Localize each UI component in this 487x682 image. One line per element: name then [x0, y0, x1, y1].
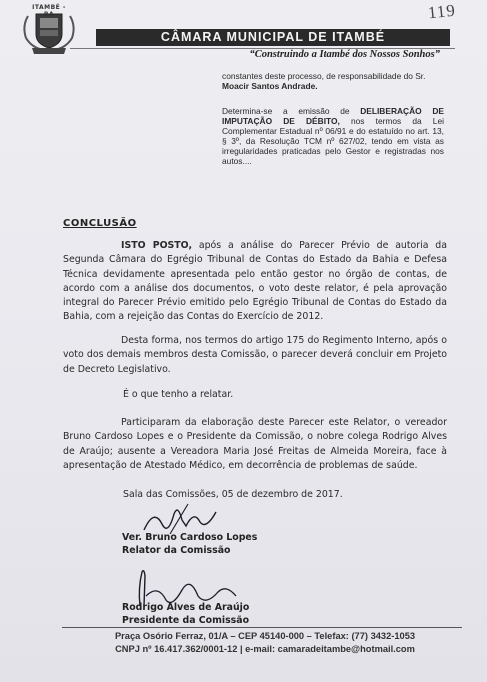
footer-contact: CNPJ nº 16.417.362/0001-12 | e-mail: camaradeitambe@hotmail.com	[115, 644, 415, 654]
isto-posto: ISTO POSTO,	[121, 240, 193, 251]
page-number: 119	[427, 0, 457, 23]
conclusion-paragraph-4	[63, 416, 447, 473]
signature-block-presidente	[122, 601, 249, 627]
prev-section-lines	[222, 71, 444, 91]
motto: “Construindo a Itambé dos Nossos Sonhos”	[249, 49, 440, 60]
relator-role: Relator da Comissão	[122, 545, 231, 556]
presidente-role: Presidente da Comissão	[122, 615, 250, 626]
conclusion-paragraph-1	[63, 239, 447, 325]
relator-name: Ver. Bruno Cardoso Lopes	[122, 532, 258, 543]
conclusion-p4-text: Participaram da elaboração deste Parecer este Relator, o vereador Bruno Cardoso Lopes e o Presidente da Comissão, o nobre colega Rodrigo Alves de Araújo; ausente a Vereadora Maria José Freitas de Almeida Moreira, face à apresentação de Atestado Médico, em decorrência de problemas de saúde.	[63, 417, 447, 471]
conclusion-paragraph-2	[63, 334, 447, 377]
signature-block-relator	[122, 531, 257, 557]
place-date: Sala das Comissões, 05 de dezembro de 2017.	[123, 489, 343, 500]
determina-post: nos termos da Lei Complementar Estadual nº 06/91 e do estatuído no art. 13, § 3º, da Resolução TCM nº 627/02, tendo em vista as irregularidades praticadas pelo Gestor e registradas nos autos....	[222, 116, 444, 166]
prev-line-2: Moacir Santos Andrade.	[222, 81, 318, 91]
footer-rule	[62, 627, 462, 628]
conclusion-title: CONCLUSÃO	[63, 218, 137, 229]
organization-name: CÂMARA MUNICIPAL DE ITAMBÉ	[160, 30, 386, 44]
determina-pre: Determina-se a emissão de	[222, 106, 361, 116]
conclusion-p1-text: após a análise do Parecer Prévio de autoria da Segunda Câmara do Egrégio Tribunal de Contas do Estado da Bahia e Defesa Técnica devidamente apresentada pelo então gestor no órgão de contas, de acordo com a análise dos documentos, o voto deste relator, é pela aprovação integral do Parecer Prévio emitido pelo Egrégio Tribunal de Contas do Estado da Bahia, com a rejeição das Contas do Exercício de 2012.	[63, 240, 447, 323]
conclusion-paragraph-3: É o que tenho a relatar.	[123, 389, 234, 400]
determina-bold: DELIBERAÇÃO DE IMPUTAÇÃO DE DÉBITO,	[222, 106, 444, 126]
prev-line-1: constantes deste processo, de responsabilidade do Sr.	[222, 71, 426, 81]
crest-city-label: ITAMBÉ - BA	[32, 4, 66, 18]
footer-address: Praça Osório Ferraz, 01/A – CEP 45140-000 – Telefax: (77) 3432-1053	[114, 631, 416, 641]
organization-banner	[96, 29, 450, 46]
presidente-name: Rodrigo Alves de Araújo	[122, 602, 250, 613]
determina-paragraph	[222, 106, 444, 166]
conclusion-p2-text: Desta forma, nos termos do artigo 175 do Regimento Interno, após o voto dos demais membros desta Comissão, o parecer deverá concluir em Projeto de Decreto Legislativo.	[63, 335, 447, 375]
